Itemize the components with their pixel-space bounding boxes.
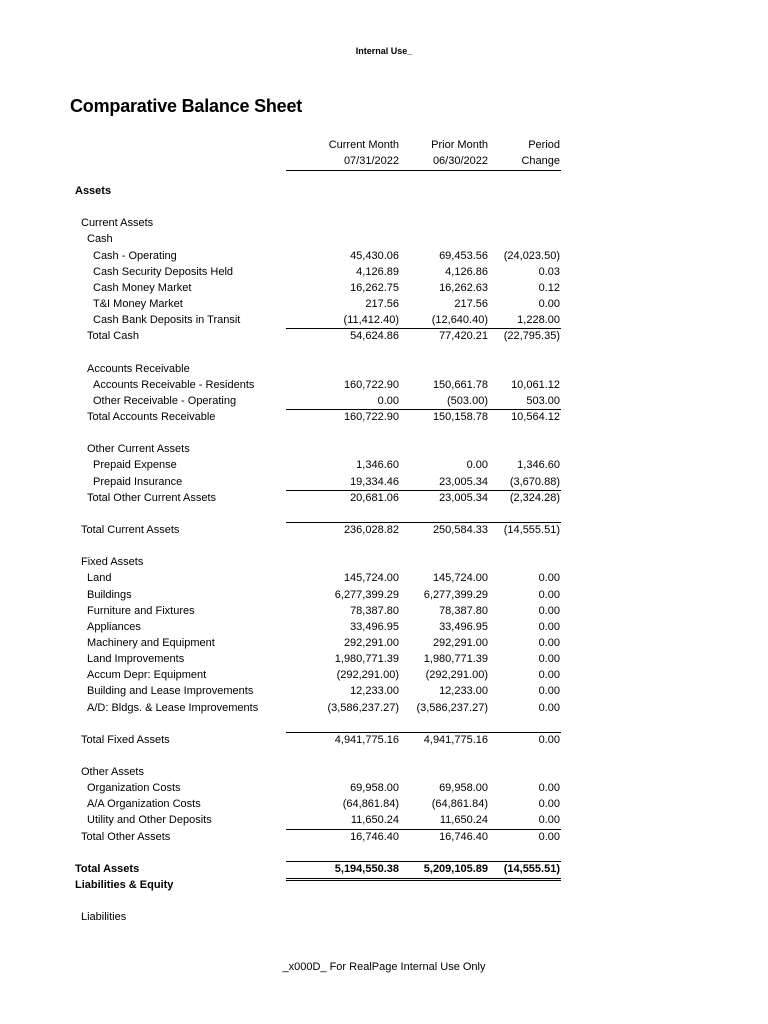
column-header-line: Period — [528, 139, 560, 151]
table-row — [0, 409, 768, 425]
spacer-row — [0, 199, 768, 215]
spacer-row — [0, 716, 768, 732]
table-row — [0, 829, 768, 845]
table-row — [0, 522, 768, 538]
table-row — [0, 909, 768, 925]
table-row — [0, 377, 768, 393]
table-row — [0, 441, 768, 457]
prior-month-value: 69,453.56 — [439, 249, 488, 262]
period-change-value: (24,023.50) — [503, 249, 560, 262]
prior-month-value: 217.56 — [454, 297, 488, 310]
period-change-value: 1,346.60 — [517, 459, 560, 472]
table-row — [0, 587, 768, 603]
row-label: Cash Money Market — [93, 281, 192, 294]
period-change-value: (22,795.35) — [503, 330, 560, 343]
period-change-value: 0.00 — [538, 669, 560, 682]
current-month-value: 69,958.00 — [350, 782, 399, 795]
prior-month-value: 145,724.00 — [432, 572, 488, 585]
table-row — [0, 248, 768, 264]
table-row — [0, 700, 768, 716]
period-change-value: 1,228.00 — [517, 314, 560, 327]
table-row — [0, 861, 768, 877]
prior-month-value: 77,420.21 — [439, 330, 488, 343]
table-row — [0, 328, 768, 344]
table-row — [0, 651, 768, 667]
current-month-value: 11,650.24 — [350, 814, 399, 827]
row-label: Assets — [75, 185, 112, 197]
table-row — [0, 780, 768, 796]
current-month-value: 20,681.06 — [350, 491, 399, 504]
prior-month-value: 23,005.34 — [439, 491, 488, 504]
column-header-line: Prior Month — [431, 139, 488, 151]
prior-month-value: 16,746.40 — [439, 830, 488, 843]
prior-month-value: 250,584.33 — [432, 523, 488, 536]
current-month-value: 0.00 — [377, 394, 399, 407]
table-row — [0, 393, 768, 409]
period-change-value: 0.00 — [538, 701, 560, 714]
period-change-value: 0.00 — [538, 620, 560, 633]
period-change-value: (3,670.88) — [509, 475, 560, 488]
table-row — [0, 732, 768, 748]
prior-month-value: 16,262.63 — [439, 281, 488, 294]
prior-month-value: 1,980,771.39 — [423, 653, 488, 666]
table-row — [0, 603, 768, 619]
spacer-row — [0, 845, 768, 861]
page-footer: _x000D_ For RealPage Internal Use Only — [282, 961, 486, 973]
table-row — [0, 635, 768, 651]
table-row — [0, 264, 768, 280]
current-month-value: 1,980,771.39 — [334, 653, 399, 666]
table-row — [0, 361, 768, 377]
column-header-prior-month — [400, 137, 488, 169]
row-label: Land Improvements — [87, 653, 185, 666]
current-month-value: 160,722.90 — [343, 378, 399, 391]
row-label: Current Assets — [81, 217, 154, 230]
current-month-value: 160,722.90 — [343, 410, 399, 423]
row-label: Cash — [87, 233, 113, 246]
row-label: Fixed Assets — [81, 556, 144, 569]
page-header: Internal Use_ — [355, 46, 413, 56]
table-row — [0, 231, 768, 247]
table-row — [0, 796, 768, 812]
current-month-value: 5,194,550.38 — [334, 862, 399, 875]
prior-month-value: (503.00) — [447, 394, 488, 407]
row-label: Cash Bank Deposits in Transit — [93, 314, 241, 327]
table-row — [0, 683, 768, 699]
period-change-value: 0.00 — [538, 798, 560, 811]
period-change-value: (2,324.28) — [509, 491, 560, 504]
current-month-value: 19,334.46 — [350, 475, 399, 488]
period-change-value: 503.00 — [526, 394, 560, 407]
current-month-value: 33,496.95 — [350, 620, 399, 633]
row-label: Total Assets — [75, 862, 140, 875]
prior-month-value: 150,661.78 — [432, 378, 488, 391]
row-label: Accounts Receivable — [87, 362, 190, 375]
column-header-date: 07/31/2022 — [343, 155, 399, 167]
row-label: T&I Money Market — [93, 297, 183, 310]
prior-month-value: (3,586,237.27) — [416, 701, 488, 714]
row-label: Furniture and Fixtures — [87, 604, 195, 617]
table-row — [0, 183, 768, 199]
prior-month-value: 0.00 — [466, 459, 488, 472]
row-label: Appliances — [87, 620, 141, 633]
row-label: Cash Security Deposits Held — [93, 265, 234, 278]
prior-month-value: 12,233.00 — [439, 685, 488, 698]
table-row — [0, 490, 768, 506]
current-month-value: 4,941,775.16 — [334, 733, 399, 746]
period-change-value: 0.00 — [538, 604, 560, 617]
table-row — [0, 877, 768, 893]
page-title: Comparative Balance Sheet — [70, 96, 303, 116]
period-change-value: 0.00 — [538, 830, 560, 843]
table-row — [0, 215, 768, 231]
spacer-row — [0, 538, 768, 554]
spacer-row — [0, 425, 768, 441]
row-label: Organization Costs — [87, 782, 181, 795]
balance-sheet-table — [0, 183, 768, 925]
table-row — [0, 619, 768, 635]
row-label: Prepaid Insurance — [93, 475, 183, 488]
period-change-value: 0.00 — [538, 733, 560, 746]
table-row — [0, 296, 768, 312]
row-label: Land — [87, 572, 112, 585]
period-change-value: 10,564.12 — [511, 410, 560, 423]
period-change-value: (14,555.51) — [503, 523, 560, 536]
row-label: Other Current Assets — [87, 443, 190, 456]
current-month-value: 16,262.75 — [350, 281, 399, 294]
row-label: Total Cash — [87, 330, 139, 343]
current-month-value: 145,724.00 — [343, 572, 399, 585]
prior-month-value: (12,640.40) — [431, 314, 488, 327]
period-change-value: 0.00 — [538, 782, 560, 795]
table-row — [0, 312, 768, 328]
prior-month-value: 292,291.00 — [432, 636, 488, 649]
table-row — [0, 474, 768, 490]
spacer-row — [0, 506, 768, 522]
current-month-value: (64,861.84) — [342, 798, 399, 811]
period-change-value: 10,061.12 — [511, 378, 560, 391]
current-month-value: 1,346.60 — [356, 459, 399, 472]
period-change-value: 0.12 — [538, 281, 560, 294]
column-header-period-change — [490, 137, 560, 169]
spacer-row — [0, 748, 768, 764]
current-month-value: 12,233.00 — [350, 685, 399, 698]
prior-month-value: 69,958.00 — [439, 782, 488, 795]
current-month-value: (11,412.40) — [343, 314, 399, 327]
row-label: Liabilities — [81, 911, 127, 924]
current-month-value: 4,126.89 — [356, 265, 399, 278]
prior-month-value: 150,158.78 — [432, 410, 488, 423]
period-change-value: 0.00 — [538, 685, 560, 698]
row-label: Other Receivable - Operating — [93, 394, 237, 407]
prior-month-value: 33,496.95 — [439, 620, 488, 633]
prior-month-value: 23,005.34 — [439, 475, 488, 488]
period-change-value: (14,555.51) — [503, 862, 560, 875]
table-row — [0, 570, 768, 586]
period-change-value: 0.00 — [538, 653, 560, 666]
period-change-value: 0.00 — [538, 572, 560, 585]
row-label: Total Accounts Receivable — [87, 410, 216, 423]
row-label: Buildings — [87, 588, 132, 601]
row-label: Total Current Assets — [81, 523, 180, 536]
period-change-value: 0.00 — [538, 814, 560, 827]
row-label: Machinery and Equipment — [87, 636, 215, 649]
period-change-value: 0.00 — [538, 636, 560, 649]
table-row — [0, 812, 768, 828]
current-month-value: 236,028.82 — [343, 523, 399, 536]
column-header-line: Change — [521, 155, 560, 167]
prior-month-value: 4,941,775.16 — [423, 733, 488, 746]
table-row — [0, 554, 768, 570]
prior-month-value: (292,291.00) — [425, 669, 488, 682]
column-header-date: 06/30/2022 — [432, 155, 488, 167]
current-month-value: 78,387.80 — [350, 604, 399, 617]
row-label: Total Other Assets — [81, 830, 171, 843]
row-label: Total Other Current Assets — [87, 491, 216, 504]
header-rule — [286, 170, 561, 171]
prior-month-value: (64,861.84) — [431, 798, 488, 811]
current-month-value: (292,291.00) — [336, 669, 399, 682]
table-row — [0, 457, 768, 473]
row-label: Accounts Receivable - Residents — [93, 378, 255, 391]
row-label: Prepaid Expense — [93, 459, 177, 472]
period-change-value: 0.03 — [538, 265, 560, 278]
row-label: Building and Lease Improvements — [87, 685, 254, 698]
table-row — [0, 667, 768, 683]
row-label: A/A Organization Costs — [87, 798, 201, 811]
column-header-current-month — [300, 137, 399, 169]
current-month-value: (3,586,237.27) — [327, 701, 399, 714]
current-month-value: 292,291.00 — [343, 636, 399, 649]
spacer-row — [0, 344, 768, 360]
row-label: Total Fixed Assets — [81, 733, 170, 746]
prior-month-value: 6,277,399.29 — [423, 588, 488, 601]
row-label: Liabilities & Equity — [75, 879, 174, 892]
row-label: Accum Depr: Equipment — [87, 669, 207, 682]
current-month-value: 6,277,399.29 — [334, 588, 399, 601]
period-change-value: 0.00 — [538, 588, 560, 601]
prior-month-value: 78,387.80 — [439, 604, 488, 617]
period-change-value: 0.00 — [538, 297, 560, 310]
column-header-line: Current Month — [328, 139, 399, 151]
current-month-value: 54,624.86 — [350, 330, 399, 343]
row-label: A/D: Bldgs. & Lease Improvements — [87, 701, 259, 714]
spacer-row — [0, 893, 768, 909]
prior-month-value: 5,209,105.89 — [423, 862, 488, 875]
prior-month-value: 11,650.24 — [439, 814, 488, 827]
current-month-value: 45,430.06 — [350, 249, 399, 262]
table-row — [0, 280, 768, 296]
row-label: Cash - Operating — [93, 249, 177, 262]
row-label: Utility and Other Deposits — [87, 814, 212, 827]
row-label: Other Assets — [81, 766, 144, 779]
table-row — [0, 764, 768, 780]
current-month-value: 16,746.40 — [350, 830, 399, 843]
current-month-value: 217.56 — [365, 297, 399, 310]
prior-month-value: 4,126.86 — [445, 265, 488, 278]
